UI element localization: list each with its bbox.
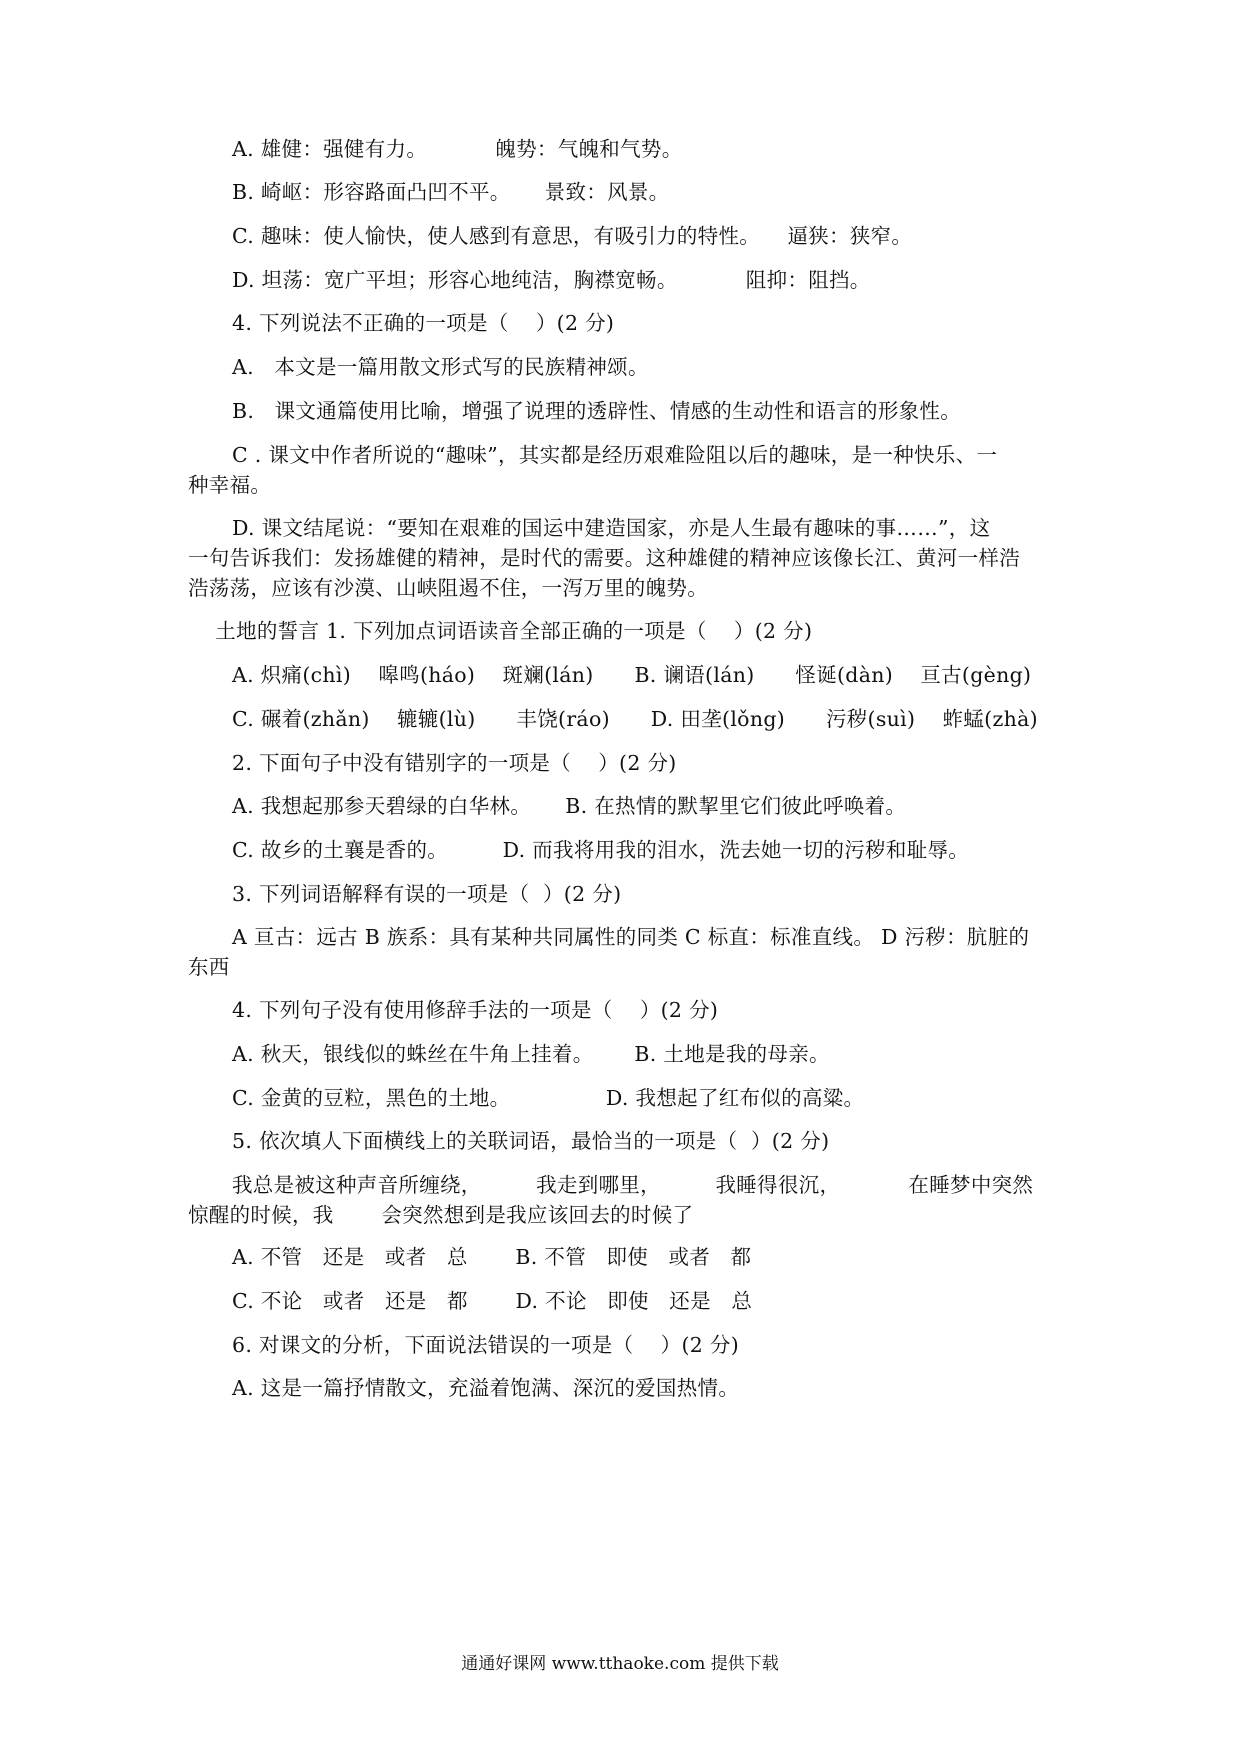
option-d-line: D. 坦荡：宽广平坦；形容心地纯洁，胸襟宽畅。 阻抑：阻挡。	[232, 268, 871, 292]
q4b-options-ab: A. 秋天，银线似的蛛丝在牛角上挂着。 B. 土地是我的母亲。	[232, 1042, 830, 1066]
question-2-heading: 2. 下面句子中没有错别字的一项是（ ）(2 分)	[232, 751, 677, 775]
q5-options-ab: A. 不管 还是 或者 总 B. 不管 即使 或者 都	[232, 1245, 752, 1269]
q4-option-c: C . 课文中作者所说的“趣味”，其实都是经历艰难险阻以后的趣味，是一种快乐、一	[232, 443, 998, 467]
q4-option-c-cont: 种幸福。	[188, 473, 272, 497]
page-footer: 通通好课网 www.tthaoke.com 提供下载	[461, 1654, 779, 1674]
question-4b-heading: 4. 下列句子没有使用修辞手法的一项是（ ）(2 分)	[232, 998, 719, 1022]
section-heading-q1: 土地的誓言 1. 下列加点词语读音全部正确的一项是（ ）(2 分)	[188, 619, 813, 643]
question-6-heading: 6. 对课文的分析，下面说法错误的一项是（ ）(2 分)	[232, 1333, 739, 1357]
q2-options-ab: A. 我想起那参天碧绿的白华林。 B. 在热情的默挈里它们彼此呼唤着。	[232, 794, 907, 818]
q1-options-ab: A. 炽痛(chì) 嗥鸣(háo) 斑斓(lán) B. 谰语(lán) 怪诞(dàn) 亘古(gèng)	[232, 663, 1032, 687]
question-4-heading: 4. 下列说法不正确的一项是（ ）(2 分)	[232, 311, 615, 335]
q1-options-cd: C. 碾着(zhǎn) 辘辘(lù) 丰饶(ráo) D. 田垄(lǒng) 污秽(suì) 蚱蜢(zhà)	[232, 707, 1038, 731]
q4-option-d-cont: 一句告诉我们：发扬雄健的精神，是时代的需要。这种雄健的精神应该像长江、黄河一样浩	[188, 546, 1020, 570]
q4-option-d-cont2: 浩荡荡，应该有沙漠、山峡阻遏不住，一泻万里的魄势。	[188, 576, 708, 600]
q4-option-d: D. 课文结尾说：“要知在艰难的国运中建造国家，亦是人生最有趣味的事……”，这	[232, 516, 991, 540]
q4-option-a: A. 本文是一篇用散文形式写的民族精神颂。	[232, 355, 649, 379]
q6-option-a: A. 这是一篇抒情散文，充溢着饱满、深沉的爱国热情。	[232, 1376, 740, 1400]
q4b-options-cd: C. 金黄的豆粒，黑色的土地。 D. 我想起了红布似的高粱。	[232, 1086, 865, 1110]
option-a-line: A. 雄健：强健有力。 魄势：气魄和气势。	[232, 137, 683, 161]
option-c-line: C. 趣味：使人愉快，使人感到有意思，有吸引力的特性。 逼狭：狭窄。	[232, 224, 913, 248]
option-b-line: B. 崎岖：形容路面凸凹不平。 景致：风景。	[232, 180, 670, 204]
q3-options: A 亘古：远古 B 族系：具有某种共同属性的同类 C 标直：标准直线。 D 污秽：肮脏的	[232, 925, 1030, 949]
q4-option-b: B. 课文通篇使用比喻，增强了说理的透辟性、情感的生动性和语言的形象性。	[232, 399, 962, 423]
q5-options-cd: C. 不论 或者 还是 都 D. 不论 即使 还是 总	[232, 1289, 753, 1313]
q3-options-cont: 东西	[188, 955, 230, 979]
q5-passage-cont: 惊醒的时候，我 会突然想到是我应该回去的时候了	[188, 1203, 694, 1227]
q5-passage: 我总是被这种声音所缠绕， 我走到哪里， 我睡得很沉， 在睡梦中突然	[232, 1173, 1034, 1197]
q2-options-cd: C. 故乡的土襄是香的。 D. 而我将用我的泪水，洗去她一切的污秽和耻辱。	[232, 838, 970, 862]
question-5-heading: 5. 依次填人下面横线上的关联词语，最恰当的一项是（ ）(2 分)	[232, 1129, 830, 1153]
question-3-heading: 3. 下列词语解释有误的一项是（ ）(2 分)	[232, 882, 622, 906]
